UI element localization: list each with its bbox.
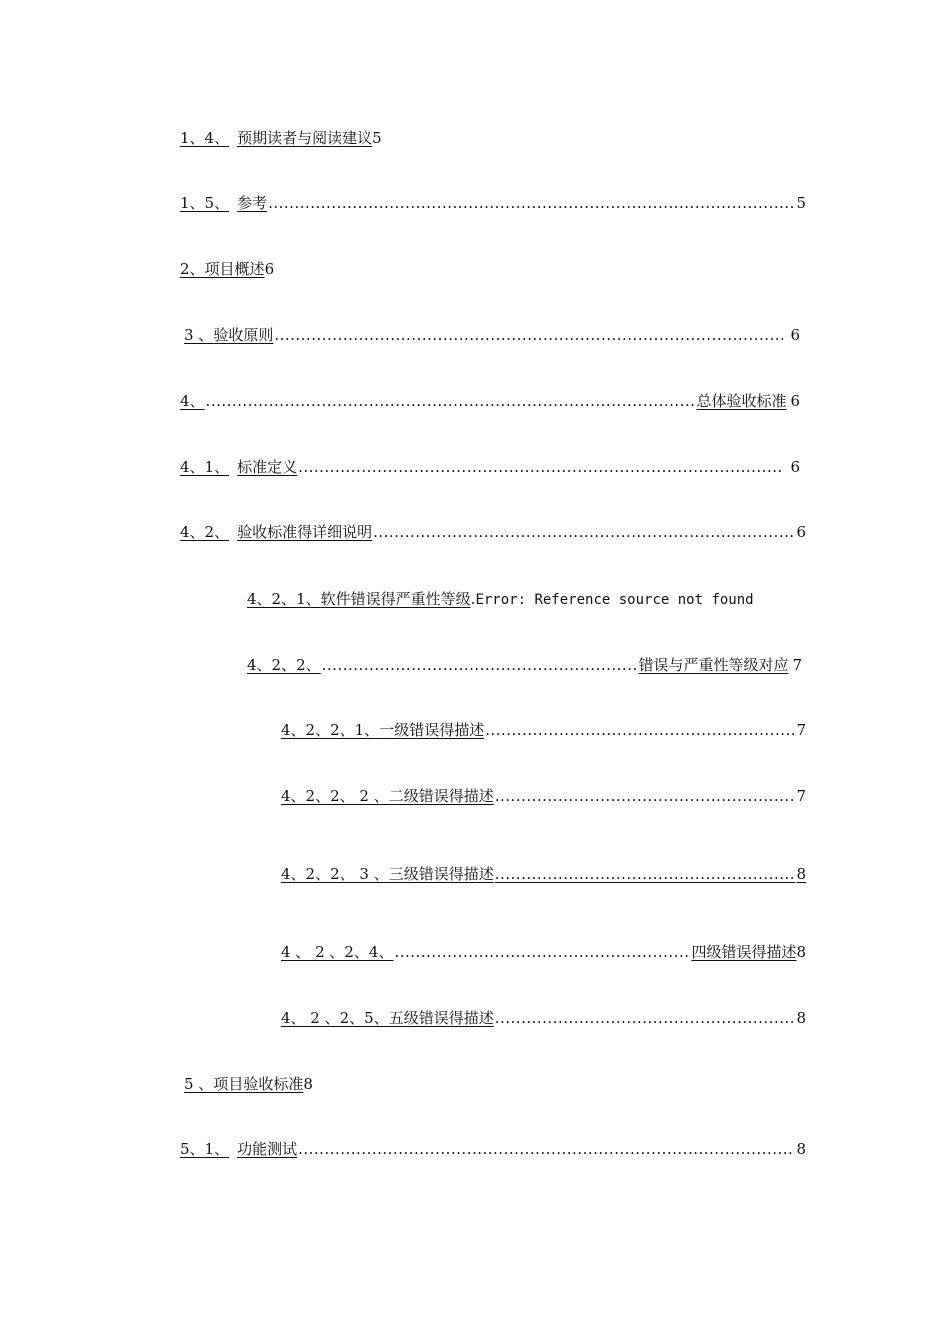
- toc-page: 5: [796, 194, 806, 212]
- toc-number: 3 、: [184, 326, 214, 344]
- toc-title: 错误与严重性等级对应: [638, 656, 789, 674]
- toc-page: 6: [790, 392, 800, 410]
- toc-title: 四级错误得描述: [691, 943, 797, 961]
- toc-leader: [495, 1008, 796, 1028]
- toc-leader: .: [470, 590, 476, 608]
- toc-title: 预期读者与阅读建议: [237, 129, 373, 147]
- toc-number: 1、4、: [180, 129, 230, 147]
- toc-number: 4、2、2、 2 、: [281, 787, 389, 805]
- toc-title: 验收标准得详细说明: [237, 523, 373, 541]
- toc-page: 8: [796, 943, 806, 961]
- toc-title: 软件错误得严重性等级: [320, 590, 471, 608]
- toc-number: 4、2、2、1、: [281, 721, 380, 739]
- toc-number: 4 、 2 、2、4、: [281, 943, 394, 961]
- toc-title: 参考: [237, 194, 268, 212]
- toc-number: 5、1、: [180, 1140, 230, 1158]
- toc-number: 4、2、2、: [247, 656, 321, 674]
- toc-number: 2、: [180, 260, 205, 278]
- toc-page: 6: [790, 458, 800, 476]
- toc-title: 项目概述: [204, 260, 265, 278]
- toc-page-error: Error: Reference source not found: [475, 592, 754, 608]
- toc-leader: [206, 391, 696, 411]
- toc-number: 4、 2 、2、5、: [281, 1009, 389, 1027]
- toc-entry-4-2-2-3[interactable]: [281, 864, 806, 884]
- toc-title: 一级错误得描述: [379, 721, 485, 739]
- toc-title: 总体验收标准: [696, 392, 787, 410]
- toc-number: 4、: [180, 392, 205, 410]
- toc-number: 4、2、2、 3 、: [281, 865, 389, 883]
- toc-leader: [495, 864, 796, 884]
- toc-title: 功能测试: [237, 1140, 298, 1158]
- toc-leader: [485, 720, 795, 740]
- toc-entry-2[interactable]: [180, 259, 274, 279]
- toc-entry-1-4[interactable]: [180, 128, 382, 148]
- toc-page: 8: [796, 865, 806, 883]
- toc-entry-4[interactable]: [180, 391, 800, 411]
- toc-number: 4、1、: [180, 458, 230, 476]
- toc-entry-5-1[interactable]: [180, 1139, 806, 1159]
- toc-title: 五级错误得描述: [388, 1009, 494, 1027]
- toc-entry-4-2-2-1[interactable]: [281, 720, 806, 740]
- toc-entry-4-2-2-5[interactable]: [281, 1008, 806, 1028]
- toc-leader: [298, 1139, 795, 1159]
- toc-page: 8: [796, 1009, 806, 1027]
- toc-entry-4-2-2-4[interactable]: [281, 942, 806, 962]
- toc-page: 6: [790, 326, 800, 344]
- toc-leader: [373, 522, 795, 542]
- toc-entry-4-2-1[interactable]: [247, 589, 754, 610]
- toc-page: 6: [264, 260, 275, 278]
- toc-entry-4-2-2-2[interactable]: [281, 786, 806, 806]
- toc-leader: [298, 457, 783, 477]
- toc-page: 8: [796, 1140, 806, 1158]
- toc-number: 4、2、: [180, 523, 230, 541]
- toc-leader: [268, 193, 795, 213]
- toc-leader: [322, 655, 638, 675]
- toc-entry-3[interactable]: [184, 325, 800, 345]
- toc-page: 7: [796, 787, 806, 805]
- toc-number: 1、5、: [180, 194, 230, 212]
- toc-leader: [394, 942, 690, 962]
- toc-leader: [495, 786, 796, 806]
- toc-title: 项目验收标准: [213, 1075, 304, 1093]
- toc-page: 6: [796, 523, 806, 541]
- toc-number: 5 、: [184, 1075, 214, 1093]
- toc-title: 标准定义: [237, 458, 298, 476]
- toc-title: 验收原则: [213, 326, 274, 344]
- toc-entry-4-1[interactable]: [180, 457, 800, 477]
- toc-entry-4-2-2[interactable]: [247, 655, 802, 675]
- toc-number: 4、2、1、: [247, 590, 321, 608]
- toc-page: 7: [796, 721, 806, 739]
- toc-title: 三级错误得描述: [388, 865, 494, 883]
- toc-entry-1-5[interactable]: [180, 193, 806, 213]
- toc-entry-4-2[interactable]: [180, 522, 806, 542]
- toc-leader: [274, 325, 783, 345]
- toc-entry-5[interactable]: [184, 1074, 313, 1094]
- toc-page: 5: [372, 129, 382, 147]
- toc-title: 二级错误得描述: [388, 787, 494, 805]
- toc-page: 8: [303, 1075, 313, 1093]
- toc-page: 7: [792, 656, 802, 674]
